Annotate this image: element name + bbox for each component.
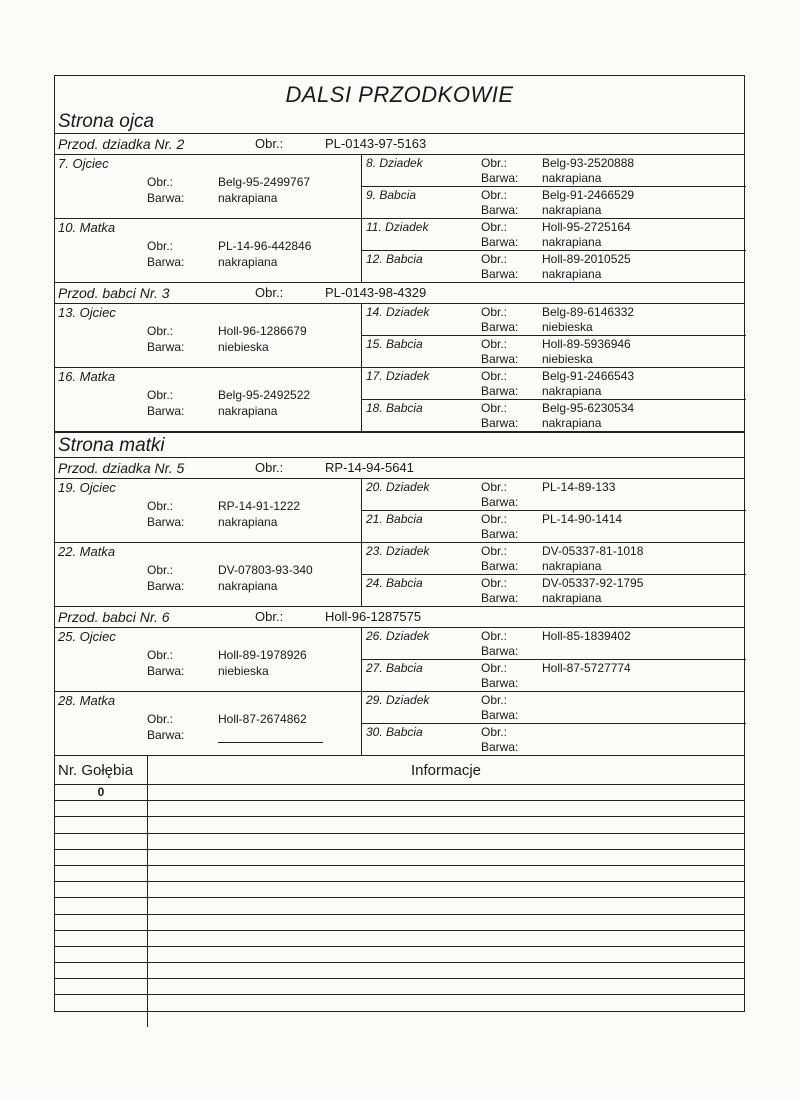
barwa-label: Barwa: bbox=[147, 340, 185, 354]
ring-number: DV-05337-92-1795 bbox=[542, 576, 644, 590]
obr-label: Obr.: bbox=[481, 725, 508, 739]
grandparent-label: 8. Dziadek bbox=[366, 156, 423, 170]
group-header-label: Przod. babci Nr. 6 bbox=[58, 609, 170, 625]
parent-label: 7. Ojciec bbox=[58, 156, 109, 171]
color-value: nakrapiana bbox=[218, 255, 278, 269]
parent-cell bbox=[55, 219, 362, 282]
obr-label: Obr.: bbox=[481, 693, 508, 707]
color-value: nakrapiana bbox=[542, 235, 602, 249]
grandparent-label: 9. Babcia bbox=[366, 188, 417, 202]
group-header-label: Przod. dziadka Nr. 5 bbox=[58, 460, 185, 476]
barwa-label: Barwa: bbox=[481, 352, 519, 366]
obr-label: Obr.: bbox=[147, 239, 174, 253]
pedigree-sheet bbox=[54, 75, 745, 1012]
group-header bbox=[55, 283, 744, 304]
ring-number: Holl-87-2674862 bbox=[218, 712, 307, 726]
info-table-header bbox=[55, 756, 744, 785]
grandparent-label: 23. Dziadek bbox=[366, 544, 430, 558]
ring-number: Holl-96-1287575 bbox=[325, 609, 422, 624]
ring-number: PL-0143-98-4329 bbox=[325, 285, 427, 300]
ring-number: RP-14-94-5641 bbox=[325, 460, 414, 475]
grandparent-cell bbox=[362, 660, 746, 691]
info-row bbox=[55, 850, 744, 866]
ring-number: Belg-89-6146332 bbox=[542, 305, 635, 319]
grandparent-cell bbox=[362, 543, 746, 575]
color-value: nakrapiana bbox=[218, 579, 278, 593]
color-value: nakrapiana bbox=[542, 591, 602, 605]
color-value: nakrapiana bbox=[218, 515, 278, 529]
grandparent-label: 29. Dziadek bbox=[366, 693, 430, 707]
obr-label: Obr.: bbox=[481, 401, 508, 415]
grandparent-cell bbox=[362, 511, 746, 542]
parent-block bbox=[55, 543, 744, 607]
grandparent-cell bbox=[362, 479, 746, 511]
grandparent-label: 12. Babcia bbox=[366, 252, 423, 266]
barwa-label: Barwa: bbox=[481, 644, 519, 658]
ancestor-sections bbox=[55, 109, 744, 756]
section-title: Strona ojca bbox=[55, 109, 744, 134]
grandparent-cell bbox=[362, 692, 746, 724]
parent-cell bbox=[55, 692, 362, 755]
ring-number: Belg-91-2466529 bbox=[542, 188, 635, 202]
grandparent-label: 17. Dziadek bbox=[366, 369, 430, 383]
grandparent-cell bbox=[362, 628, 746, 660]
info-row bbox=[55, 995, 744, 1011]
page-title: DALSI PRZODKOWIE bbox=[285, 82, 514, 107]
obr-label: Obr.: bbox=[481, 369, 508, 383]
grandparent-label: 27. Babcia bbox=[366, 661, 423, 675]
grandparent-label: 14. Dziadek bbox=[366, 305, 430, 319]
grandparent-cell bbox=[362, 187, 746, 218]
info-row bbox=[55, 1012, 744, 1027]
pigeon-number[interactable]: 0 bbox=[97, 785, 105, 799]
column-divider bbox=[147, 756, 148, 784]
barwa-label: Barwa: bbox=[481, 591, 519, 605]
ring-number: Belg-95-2492522 bbox=[218, 388, 311, 402]
obr-label: Obr.: bbox=[255, 285, 284, 300]
parent-cell bbox=[55, 304, 362, 367]
color-value: niebieska bbox=[542, 352, 593, 366]
parent-block bbox=[55, 304, 744, 368]
parent-label: 22. Matka bbox=[58, 544, 116, 559]
barwa-label: Barwa: bbox=[147, 728, 185, 742]
grandparent-cell bbox=[362, 336, 746, 367]
grandparent-cell bbox=[362, 575, 746, 606]
obr-label: Obr.: bbox=[481, 661, 508, 675]
ring-number: Holl-89-2010525 bbox=[542, 252, 631, 266]
obr-label: Obr.: bbox=[481, 305, 508, 319]
color-value: niebieska bbox=[218, 664, 269, 678]
obr-label: Obr.: bbox=[481, 188, 508, 202]
group-header bbox=[55, 458, 744, 479]
color-value: niebieska bbox=[218, 340, 269, 354]
ring-number: Holl-89-1978926 bbox=[218, 648, 307, 662]
obr-label: Obr.: bbox=[481, 156, 508, 170]
grandparent-label: 26. Dziadek bbox=[366, 629, 430, 643]
group-header-label: Przod. dziadka Nr. 2 bbox=[58, 136, 185, 152]
barwa-label: Barwa: bbox=[147, 404, 185, 418]
info-row bbox=[55, 882, 744, 898]
info-row bbox=[55, 979, 744, 995]
ring-number: Belg-95-6230534 bbox=[542, 401, 635, 415]
barwa-label: Barwa: bbox=[481, 495, 519, 509]
section-title: Strona matki bbox=[55, 432, 744, 458]
parent-label: 10. Matka bbox=[58, 220, 116, 235]
color-value: niebieska bbox=[542, 320, 593, 334]
barwa-label: Barwa: bbox=[147, 255, 185, 269]
info-row bbox=[55, 834, 744, 850]
color-value: nakrapiana bbox=[542, 384, 602, 398]
obr-label: Obr.: bbox=[255, 609, 284, 624]
ring-number: PL-14-96-442846 bbox=[218, 239, 312, 253]
color-value: nakrapiana bbox=[542, 267, 602, 281]
barwa-label: Barwa: bbox=[481, 708, 519, 722]
parent-label: 25. Ojciec bbox=[58, 629, 116, 644]
parent-label: 28. Matka bbox=[58, 693, 116, 708]
grandparent-cell bbox=[362, 368, 746, 400]
obr-label: Obr.: bbox=[481, 480, 508, 494]
blank-field-line bbox=[218, 742, 323, 743]
grandparent-cell bbox=[362, 724, 746, 755]
obr-label: Obr.: bbox=[481, 576, 508, 590]
obr-label: Obr.: bbox=[147, 388, 174, 402]
barwa-label: Barwa: bbox=[481, 203, 519, 217]
barwa-label: Barwa: bbox=[481, 320, 519, 334]
obr-label: Obr.: bbox=[481, 512, 508, 526]
ring-number: Belg-93-2520888 bbox=[542, 156, 635, 170]
parent-label: 16. Matka bbox=[58, 369, 116, 384]
grandparent-label: 20. Dziadek bbox=[366, 480, 430, 494]
info-row bbox=[55, 817, 744, 833]
obr-label: Obr.: bbox=[481, 629, 508, 643]
parent-block bbox=[55, 368, 744, 432]
obr-label: Obr.: bbox=[147, 499, 174, 513]
group-header bbox=[55, 134, 744, 155]
barwa-label: Barwa: bbox=[481, 740, 519, 754]
color-value: nakrapiana bbox=[542, 559, 602, 573]
color-value: nakrapiana bbox=[542, 171, 602, 185]
barwa-label: Barwa: bbox=[147, 579, 185, 593]
parent-block bbox=[55, 219, 744, 283]
ring-number: Belg-95-2499767 bbox=[218, 175, 311, 189]
barwa-label: Barwa: bbox=[147, 664, 185, 678]
info-row bbox=[55, 963, 744, 979]
info-row bbox=[55, 898, 744, 914]
obr-label: Obr.: bbox=[147, 324, 174, 338]
info-row bbox=[55, 947, 744, 963]
parent-block bbox=[55, 479, 744, 543]
barwa-label: Barwa: bbox=[481, 676, 519, 690]
ring-number: PL-14-89-133 bbox=[542, 480, 616, 494]
parent-block bbox=[55, 155, 744, 219]
grandparent-label: 21. Babcia bbox=[366, 512, 423, 526]
ring-number: Belg-91-2466543 bbox=[542, 369, 635, 383]
color-value: nakrapiana bbox=[542, 203, 602, 217]
color-value: nakrapiana bbox=[218, 191, 278, 205]
ring-number: Holl-96-1286679 bbox=[218, 324, 307, 338]
info-row bbox=[55, 866, 744, 882]
information-header: Informacje bbox=[410, 762, 482, 779]
parent-label: 13. Ojciec bbox=[58, 305, 116, 320]
grandparent-cell bbox=[362, 251, 746, 282]
ring-number: Holl-85-1839402 bbox=[542, 629, 631, 643]
obr-label: Obr.: bbox=[481, 337, 508, 351]
barwa-label: Barwa: bbox=[147, 191, 185, 205]
ring-number: Holl-87-5727774 bbox=[542, 661, 631, 675]
group-header-label: Przod. babci Nr. 3 bbox=[58, 285, 170, 301]
barwa-label: Barwa: bbox=[481, 384, 519, 398]
parent-cell bbox=[55, 155, 362, 218]
obr-label: Obr.: bbox=[481, 220, 508, 234]
parent-block bbox=[55, 692, 744, 756]
grandparent-label: 11. Dziadek bbox=[366, 220, 429, 234]
grandparent-label: 18. Babcia bbox=[366, 401, 423, 415]
info-row bbox=[55, 915, 744, 931]
ring-number: RP-14-91-1222 bbox=[218, 499, 301, 513]
barwa-label: Barwa: bbox=[481, 235, 519, 249]
obr-label: Obr.: bbox=[255, 136, 284, 151]
obr-label: Obr.: bbox=[147, 563, 174, 577]
ring-number: Holl-95-2725164 bbox=[542, 220, 631, 234]
parent-label: 19. Ojciec bbox=[58, 480, 116, 495]
barwa-label: Barwa: bbox=[481, 527, 519, 541]
barwa-label: Barwa: bbox=[481, 171, 519, 185]
ring-number: PL-0143-97-5163 bbox=[325, 136, 427, 151]
parent-cell bbox=[55, 479, 362, 542]
ring-number: PL-14-90-1414 bbox=[542, 512, 623, 526]
obr-label: Obr.: bbox=[147, 175, 174, 189]
obr-label: Obr.: bbox=[481, 252, 508, 266]
ring-number: Holl-89-5936946 bbox=[542, 337, 631, 351]
parent-cell bbox=[55, 368, 362, 431]
ring-number: DV-05337-81-1018 bbox=[542, 544, 644, 558]
grandparent-cell bbox=[362, 304, 746, 336]
grandparent-label: 30. Babcia bbox=[366, 725, 423, 739]
info-rows bbox=[55, 785, 744, 1027]
parent-cell bbox=[55, 543, 362, 606]
obr-label: Obr.: bbox=[481, 544, 508, 558]
grandparent-cell bbox=[362, 219, 746, 251]
obr-label: Obr.: bbox=[147, 712, 174, 726]
grandparent-label: 15. Babcia bbox=[366, 337, 423, 351]
barwa-label: Barwa: bbox=[481, 559, 519, 573]
obr-label: Obr.: bbox=[147, 648, 174, 662]
info-table bbox=[55, 756, 744, 1027]
info-row bbox=[55, 801, 744, 817]
group-header bbox=[55, 607, 744, 628]
barwa-label: Barwa: bbox=[147, 515, 185, 529]
obr-label: Obr.: bbox=[255, 460, 284, 475]
color-value: nakrapiana bbox=[542, 416, 602, 430]
info-row bbox=[55, 931, 744, 947]
color-value: nakrapiana bbox=[218, 404, 278, 418]
parent-cell bbox=[55, 628, 362, 691]
grandparent-label: 24. Babcia bbox=[366, 576, 423, 590]
pigeon-number-header: Nr. Gołębia bbox=[58, 762, 134, 779]
barwa-label: Barwa: bbox=[481, 416, 519, 430]
barwa-label: Barwa: bbox=[481, 267, 519, 281]
grandparent-cell bbox=[362, 400, 746, 431]
parent-block bbox=[55, 628, 744, 692]
info-row bbox=[55, 785, 744, 801]
grandparent-cell bbox=[362, 155, 746, 187]
ring-number: DV-07803-93-340 bbox=[218, 563, 313, 577]
